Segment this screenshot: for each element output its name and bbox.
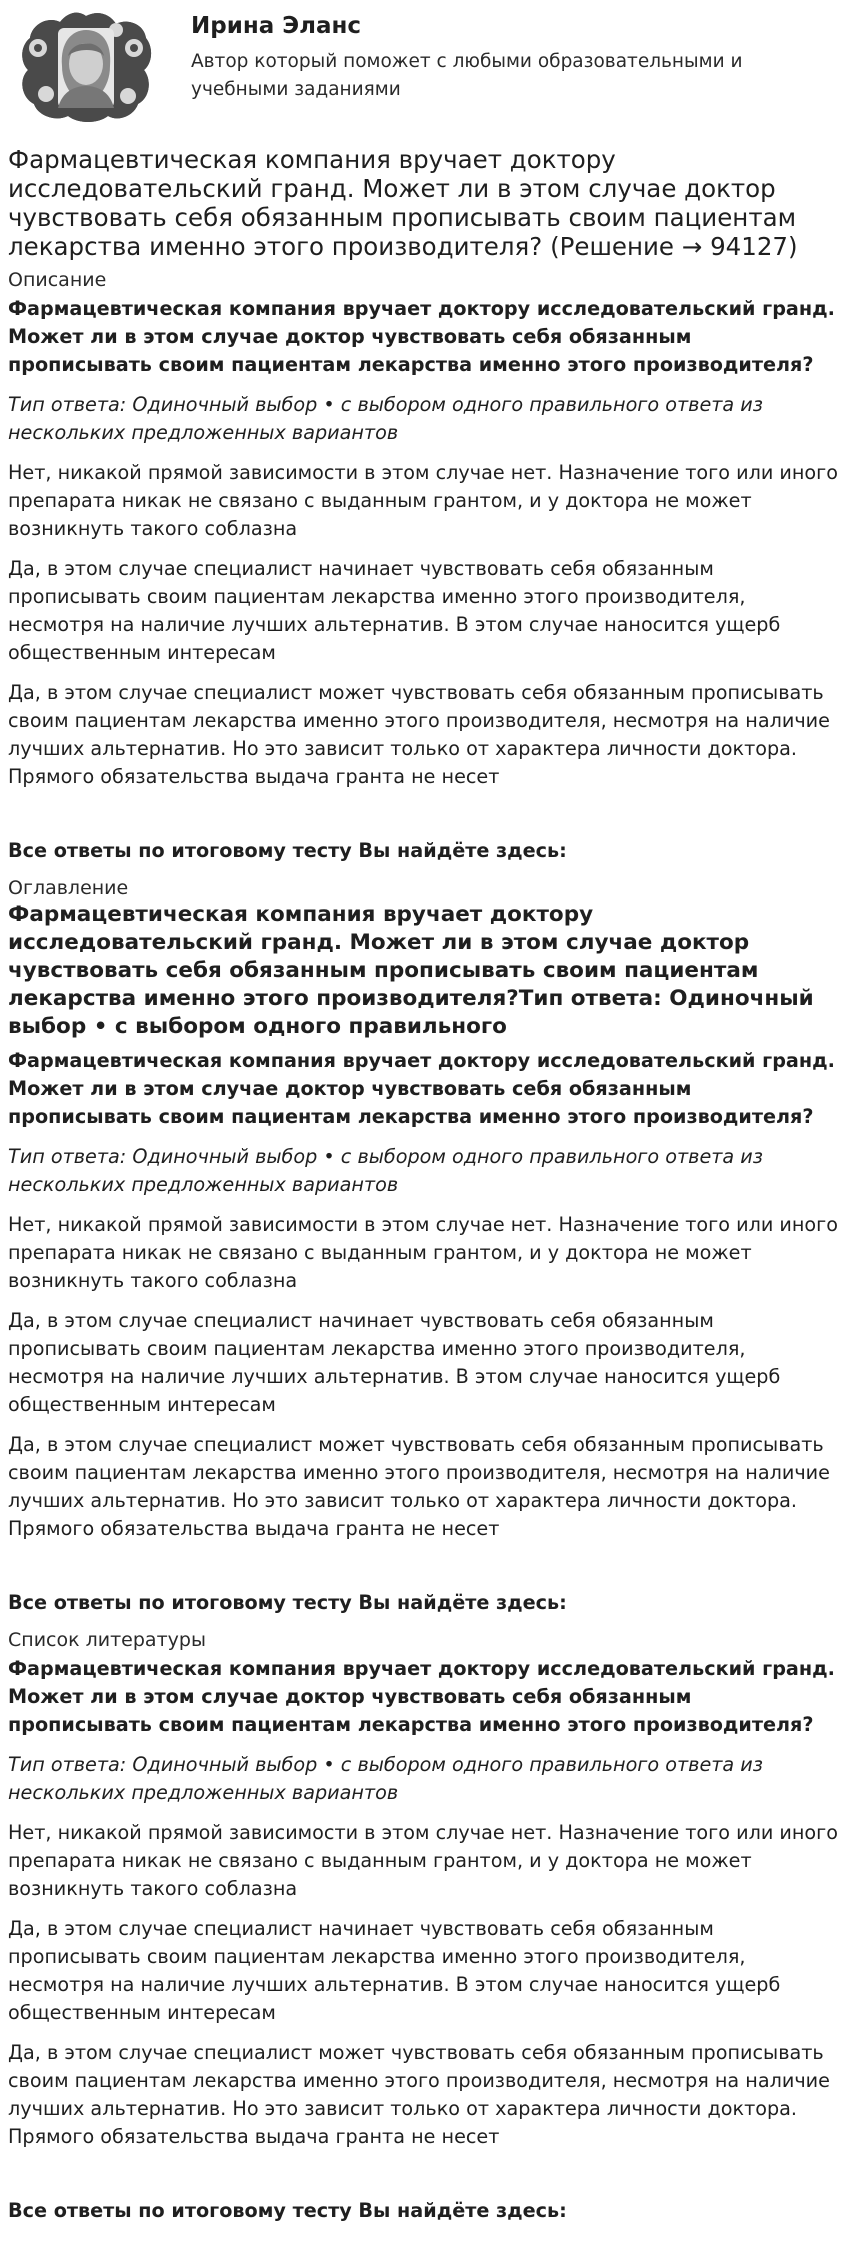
answer-type: Тип ответа: Одиночный выбор • с выбором одного правильного ответа из нескольких предложенных вариантов (8, 393, 763, 444)
section-label-toc: Оглавление (8, 877, 129, 899)
toc-heading[interactable]: Фармацевтическая компания вручает доктору исследовательский гранд. Может ли в этом случае доктор чувствовать себя обязанным прописывать своим пациентам лекарства именно этого производителя?Тип ответа: Одиночный выбор • с выбором одного правильного (8, 902, 814, 1039)
author-photo-icon (16, 8, 156, 126)
answer-type: Тип ответа: Одиночный выбор • с выбором одного правильного ответа из нескольких предложенных вариантов (8, 1145, 763, 1196)
answer-option-3: Да, в этом случае специалист может чувствовать себя обязанным прописывать своим пациентам лекарства именно этого производителя, несмотря на наличие лучших альтернатив. Но это зависит только от характера личности доктора. Прямого обязательства выдача гранта не несет (8, 2041, 830, 2148)
answer-option-2: Да, в этом случае специалист начинает чувствовать себя обязанным прописывать своим пациентам лекарства именно этого производителя, несмотря на наличие лучших альтернатив. В этом случае наносится ущерб общественным интересам (8, 1309, 781, 1416)
bibliography-section (8, 1627, 839, 2225)
description-section (8, 267, 839, 865)
all-answers-link[interactable]: Все ответы по итоговому тесту Вы найдёте здесь: (8, 1591, 567, 1614)
answer-option-1: Нет, никакой прямой зависимости в этом случае нет. Назначение того или иного препарата никак не связано с выданным грантом, и у доктора не может возникнуть такого соблазна (8, 461, 838, 540)
author-card (8, 0, 839, 145)
author-name[interactable]: Ирина Эланс (191, 13, 362, 39)
answer-option-2: Да, в этом случае специалист начинает чувствовать себя обязанным прописывать своим пациентам лекарства именно этого производителя, несмотря на наличие лучших альтернатив. В этом случае наносится ущерб общественным интересам (8, 1917, 781, 2024)
answer-option-1: Нет, никакой прямой зависимости в этом случае нет. Назначение того или иного препарата никак не связано с выданным грантом, и у доктора не может возникнуть такого соблазна (8, 1821, 838, 1900)
toc-section (8, 875, 839, 1617)
page-title: Фармацевтическая компания вручает доктору исследовательский гранд. Может ли в этом случае доктор чувствовать себя обязанным прописывать своим пациентам лекарства именно этого производителя? (Решение → 94127) (8, 145, 798, 261)
answer-option-2: Да, в этом случае специалист начинает чувствовать себя обязанным прописывать своим пациентам лекарства именно этого производителя, несмотря на наличие лучших альтернатив. В этом случае наносится ущерб общественным интересам (8, 557, 781, 664)
author-description: Автор который поможет с любыми образовательными и учебными заданиями (191, 51, 743, 100)
question-text: Фармацевтическая компания вручает доктору исследовательский гранд. Может ли в этом случае доктор чувствовать себя обязанным прописывать своим пациентам лекарства именно этого производителя? (8, 1657, 835, 1736)
section-label-description: Описание (8, 269, 107, 291)
all-answers-link[interactable]: Все ответы по итоговому тесту Вы найдёте здесь: (8, 2199, 567, 2222)
answer-type: Тип ответа: Одиночный выбор • с выбором одного правильного ответа из нескольких предложенных вариантов (8, 1753, 763, 1804)
question-text: Фармацевтическая компания вручает доктору исследовательский гранд. Может ли в этом случае доктор чувствовать себя обязанным прописывать своим пациентам лекарства именно этого производителя? (8, 297, 835, 376)
all-answers-link[interactable]: Все ответы по итоговому тесту Вы найдёте здесь: (8, 839, 567, 862)
answer-option-1: Нет, никакой прямой зависимости в этом случае нет. Назначение того или иного препарата никак не связано с выданным грантом, и у доктора не может возникнуть такого соблазна (8, 1213, 838, 1292)
section-label-bibliography: Список литературы (8, 1629, 206, 1651)
answer-option-3: Да, в этом случае специалист может чувствовать себя обязанным прописывать своим пациентам лекарства именно этого производителя, несмотря на наличие лучших альтернатив. Но это зависит только от характера личности доктора. Прямого обязательства выдача гранта не несет (8, 681, 830, 788)
answer-option-3: Да, в этом случае специалист может чувствовать себя обязанным прописывать своим пациентам лекарства именно этого производителя, несмотря на наличие лучших альтернатив. Но это зависит только от характера личности доктора. Прямого обязательства выдача гранта не несет (8, 1433, 830, 1540)
question-text: Фармацевтическая компания вручает доктору исследовательский гранд. Может ли в этом случае доктор чувствовать себя обязанным прописывать своим пациентам лекарства именно этого производителя? (8, 1049, 835, 1128)
